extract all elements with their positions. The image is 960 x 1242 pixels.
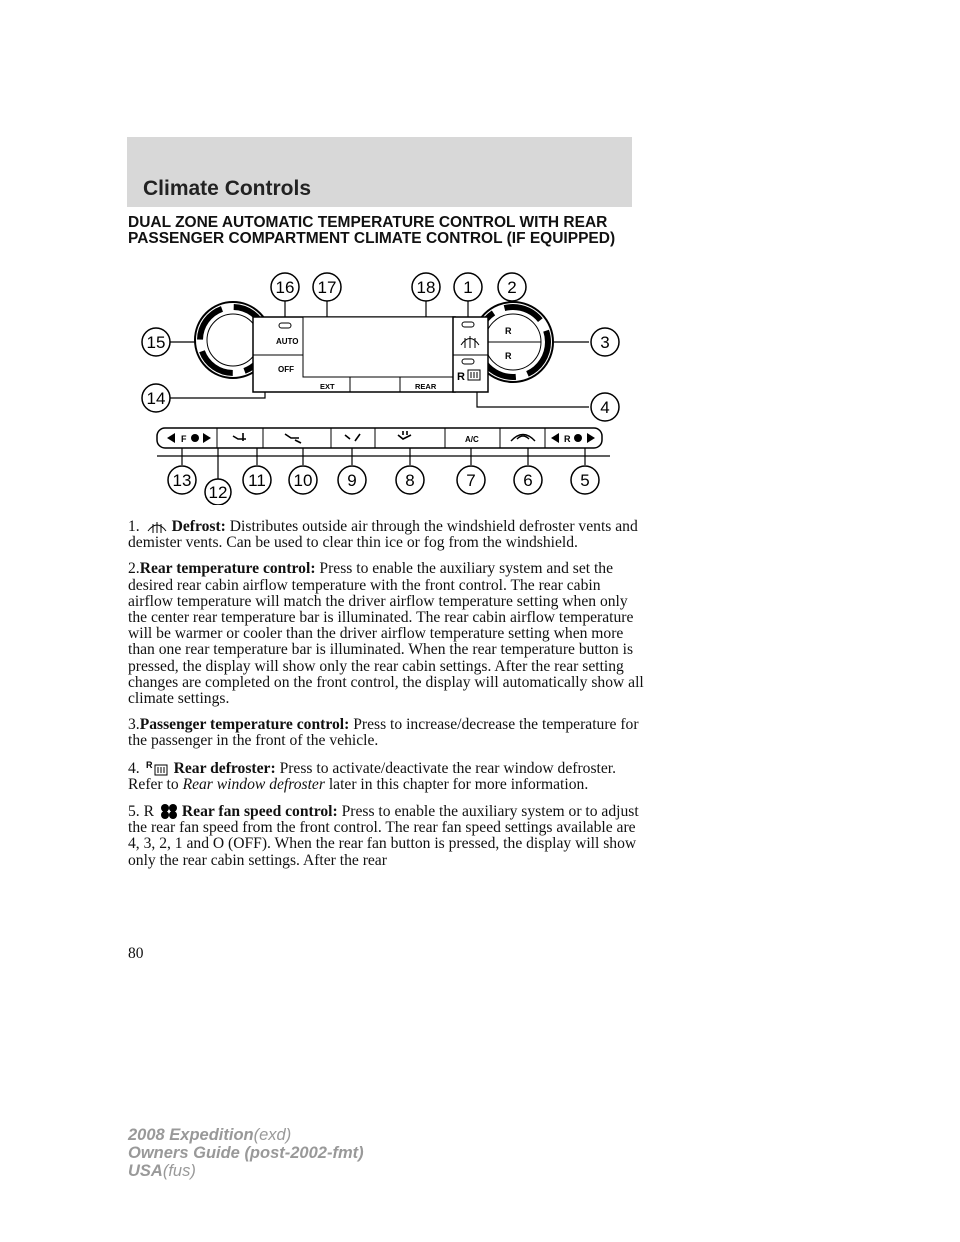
footer (128, 1126, 364, 1180)
svg-text:16: 16 (275, 278, 295, 297)
callout-13 (168, 466, 196, 494)
body-text (128, 518, 648, 879)
item-rear-fan-speed: 5. R Rear fan speed control: Press to enable the auxiliary system or to adjust the rear fan speed from the front control. The rear fan speed settings available are 4, 3, 2, 1 and O (OFF). When the rear fan button is pressed, the display will show only the rear cabin settings. After the rear (128, 803, 639, 869)
svg-text:10: 10 (293, 471, 313, 490)
defrost-icon (146, 518, 168, 534)
rear-temp-r-label: R (505, 326, 512, 336)
svg-text:9: 9 (347, 471, 357, 490)
footer-line3: USA(fus) (128, 1162, 196, 1180)
svg-text:2: 2 (507, 278, 517, 297)
off-button[interactable]: OFF (278, 365, 294, 374)
fan-icon (191, 434, 199, 442)
callout-10 (289, 466, 317, 494)
svg-text:4: 4 (600, 398, 610, 417)
callout-14 (142, 384, 170, 412)
svg-text:8: 8 (405, 471, 415, 490)
callout-16 (271, 273, 299, 301)
callout-3 (591, 328, 619, 356)
ac-button[interactable]: A/C (465, 435, 479, 444)
footer-line1: 2008 Expedition(exd) (128, 1126, 292, 1144)
button-bar (157, 428, 602, 448)
rear-defrost-icon (146, 760, 170, 776)
svg-text:1: 1 (463, 278, 473, 297)
item-rear-defroster: 4. R Rear defroster: Press to activate/deactivate the rear window defroster. Refer to Rear window defroster later in this chapter for more information. (128, 759, 616, 793)
callout-5 (571, 466, 599, 494)
callout-6 (514, 466, 542, 494)
svg-text:F: F (181, 434, 187, 444)
item-rear-temperature: 2.Rear temperature control: Press to enable the auxiliary system and set the desired rear cabin airflow temperature with the front control. The rear cabin airflow temperature will match the driver airflow temperature setting when only the center rear temperature bar is illuminated. The rear cabin airflow temperature will be warmer or cooler than the driver airflow temperature setting when more than one rear temperature bar is illuminated. When the rear temperature button is pressed, the display will show only the rear cabin settings. After the rear setting changes are completed on the front control, the display will automatically show all climate settings. (128, 560, 644, 708)
climate-control-diagram (135, 270, 635, 505)
callout-2 (498, 273, 526, 301)
svg-text:7: 7 (466, 471, 476, 490)
svg-text:R: R (564, 434, 571, 444)
display-screen (303, 317, 453, 377)
svg-text:18: 18 (416, 278, 436, 297)
svg-text:11: 11 (248, 471, 266, 490)
page-number: 80 (128, 945, 144, 962)
svg-text:15: 15 (146, 333, 166, 352)
svg-text:12: 12 (208, 483, 228, 502)
callout-11 (243, 466, 271, 494)
svg-text:R: R (145, 759, 153, 770)
svg-text:13: 13 (172, 471, 192, 490)
chapter-header-band (127, 137, 632, 207)
rear-button[interactable]: REAR (415, 382, 437, 391)
section-heading-line1: DUAL ZONE AUTOMATIC TEMPERATURE CONTROL WITH REAR (128, 214, 608, 231)
svg-text:6: 6 (523, 471, 533, 490)
callout-8 (396, 466, 424, 494)
ext-button[interactable]: EXT (320, 382, 335, 391)
callout-17 (313, 273, 341, 301)
chapter-title: Climate Controls (143, 177, 312, 200)
fan-icon (160, 803, 178, 819)
item-passenger-temperature: 3.Passenger temperature control: Press to increase/decrease the temperature for the passenger in the front of the vehicle. (128, 716, 639, 750)
callout-12 (205, 479, 231, 505)
callout-7 (457, 466, 485, 494)
svg-text:14: 14 (146, 389, 166, 408)
callout-15 (142, 328, 170, 356)
section-heading (128, 215, 648, 247)
callout-4 (591, 393, 619, 421)
svg-text:17: 17 (317, 278, 337, 297)
callout-18 (412, 273, 440, 301)
rear-temp-r-label-2: R (505, 351, 512, 361)
callout-1 (454, 273, 482, 301)
svg-text:3: 3 (600, 333, 610, 352)
svg-text:5: 5 (580, 471, 590, 490)
item-defrost: 1. Defrost: Distributes outside air through the windshield defroster vents and demister vents. Can be used to clear thin ice or fog from the windshield. (128, 518, 638, 552)
footer-line2: Owners Guide (post-2002-fmt) (128, 1144, 364, 1162)
callout-9 (338, 466, 366, 494)
auto-button[interactable]: AUTO (276, 337, 299, 346)
svg-text:R: R (457, 371, 465, 383)
section-heading-line2: PASSENGER COMPARTMENT CLIMATE CONTROL (IF EQUIPPED) (128, 230, 616, 247)
